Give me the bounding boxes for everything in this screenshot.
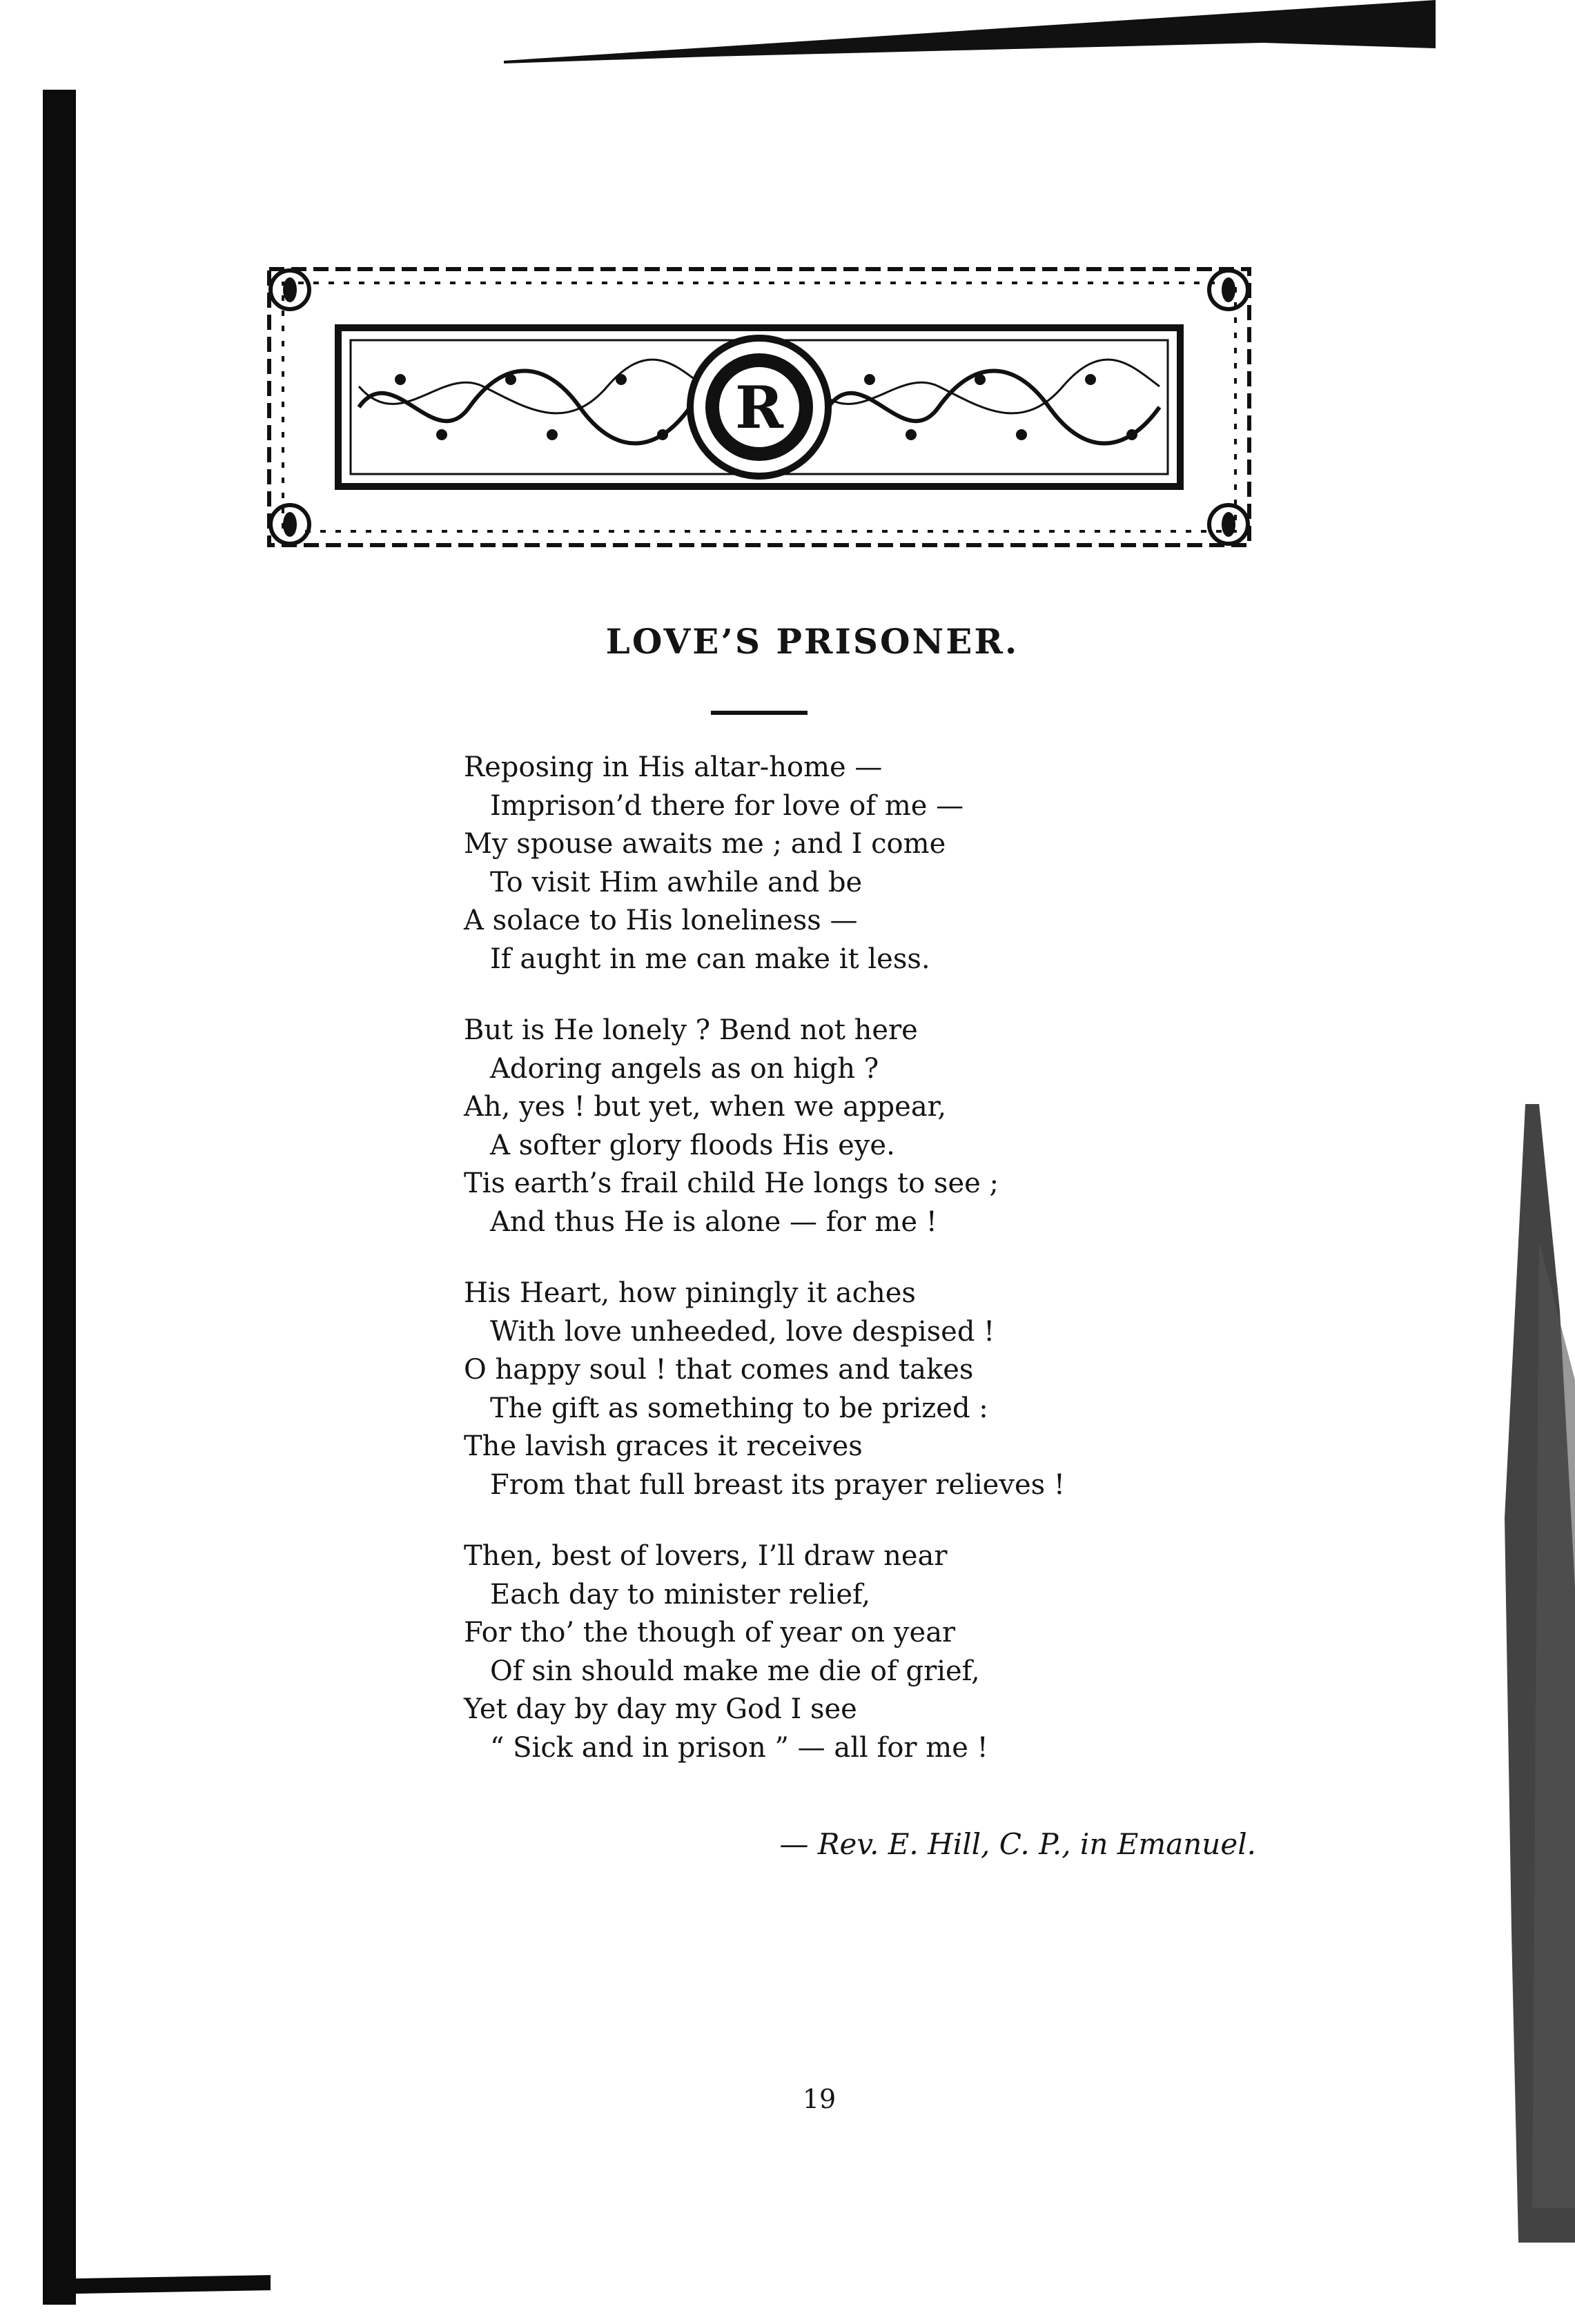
poem-line: A solace to His loneliness — <box>464 905 858 936</box>
poem-line: But is He lonely ? Bend not here <box>464 1014 918 1046</box>
decorative-headpiece <box>262 262 1256 552</box>
attribution: — Rev. E. Hill, C. P., in Emanuel. <box>779 1827 1256 1861</box>
title-rule <box>711 711 808 715</box>
poem-line: “ Sick and in prison ” — all for me ! <box>490 1731 988 1764</box>
stanza <box>464 1537 1361 1767</box>
stanza <box>464 1012 1361 1241</box>
poem-line: A softer glory floods His eye. <box>490 1129 895 1161</box>
poem-line: The gift as something to be prized : <box>490 1392 988 1424</box>
scan-edge-top <box>504 0 1436 63</box>
headpiece-ornament-icon <box>262 262 1256 552</box>
poem-line: From that full breast its prayer relieves ! <box>490 1468 1065 1501</box>
poem-line: For tho’ the though of year on year <box>464 1617 956 1648</box>
poem-line: Reposing in His altar-home — <box>464 751 883 783</box>
poem-line: O happy soul ! that comes and takes <box>464 1354 974 1386</box>
poem-line: Ah, yes ! but yet, when we appear, <box>464 1091 947 1123</box>
poem-title: LOVE’S PRISONER. <box>605 621 1019 662</box>
poem-line: If aught in me can make it less. <box>490 943 930 975</box>
poem-line: Tis earth’s frail child He longs to see ; <box>464 1168 999 1199</box>
scan-edge-right <box>1498 1104 1575 2243</box>
stanza <box>464 1274 1361 1504</box>
poem-line: His Heart, how piningly it aches <box>464 1277 916 1309</box>
poem-line: Then, best of lovers, I’ll draw near <box>464 1540 948 1572</box>
page-number: 19 <box>802 2084 837 2114</box>
poem-line: To visit Him awhile and be <box>490 866 863 898</box>
poem-line: My spouse awaits me ; and I come <box>464 828 946 860</box>
monogram-letter: R <box>735 373 783 442</box>
poem-line: Imprison’d there for love of me — <box>490 789 964 822</box>
poem-line: Each day to minister relief, <box>490 1578 871 1611</box>
poem-line: And thus He is alone — for me ! <box>490 1205 937 1238</box>
poem-line: Of sin should make me die of grief, <box>490 1655 980 1687</box>
poem-line: Adoring angels as on high ? <box>490 1052 879 1085</box>
poem-line: Yet day by day my God I see <box>464 1693 857 1725</box>
scan-edge-left-foot <box>43 2275 271 2294</box>
scan-edge-left <box>43 90 76 2305</box>
stanza <box>464 749 1361 978</box>
poem-line: The lavish graces it receives <box>464 1430 863 1462</box>
poem-line: With love unheeded, love despised ! <box>490 1315 995 1348</box>
poem-body <box>464 749 1361 1800</box>
